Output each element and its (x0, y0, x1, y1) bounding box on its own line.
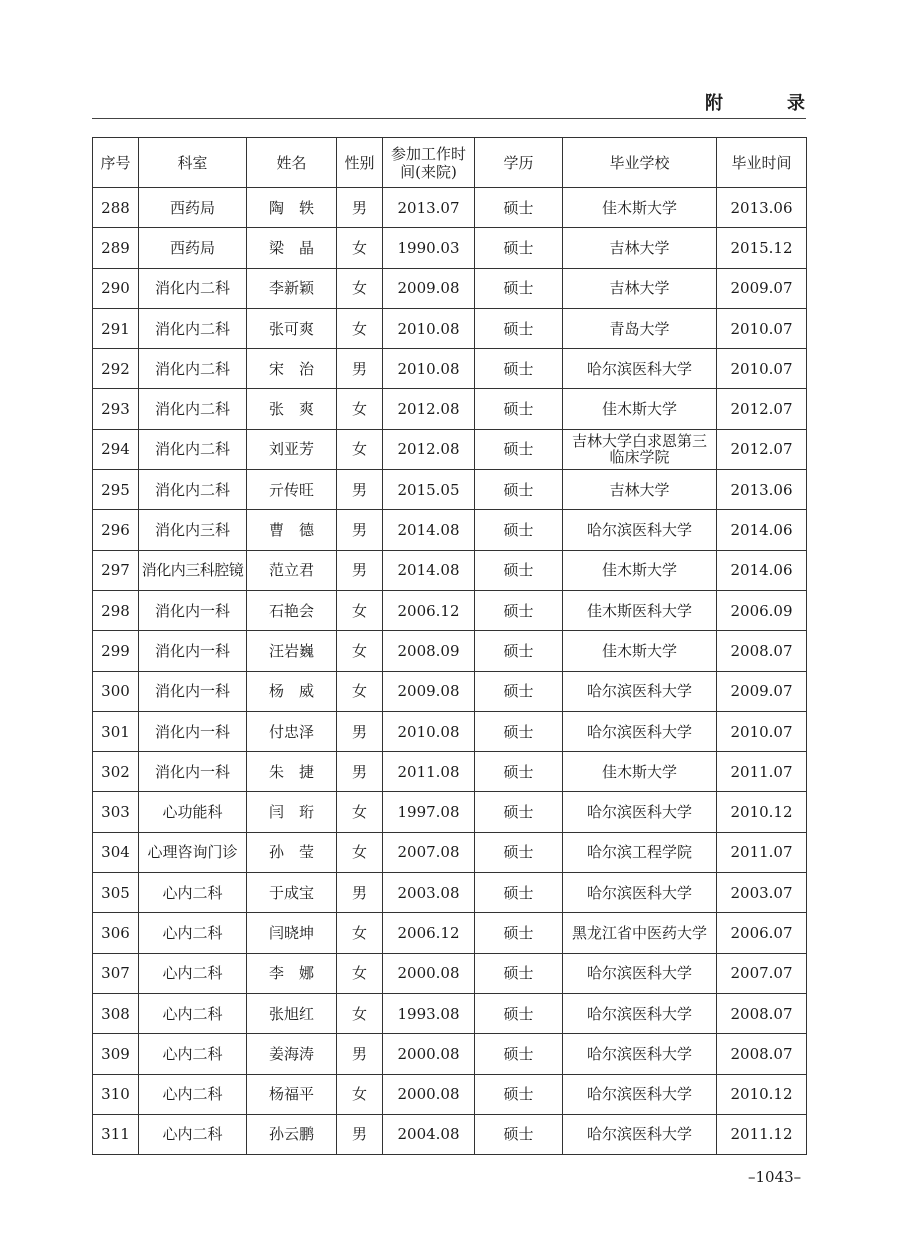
department-cell: 西药局 (139, 228, 247, 268)
start-date-cell: 1990.03 (383, 228, 475, 268)
staff-name-cell: 李新颖 (247, 268, 337, 308)
grad-date-cell: 2010.07 (717, 308, 807, 348)
table-row (93, 671, 807, 711)
school-cell: 哈尔滨医科大学 (563, 1074, 717, 1114)
staff-roster-table (92, 137, 807, 1155)
grad-date-cell: 2009.07 (717, 671, 807, 711)
grad-date-cell: 2012.07 (717, 429, 807, 469)
gender-cell: 女 (337, 792, 383, 832)
col-header-gender: 性别 (337, 138, 383, 188)
row-index-cell: 299 (93, 631, 139, 671)
degree-cell: 硕士 (475, 188, 563, 228)
staff-name-cell: 朱 捷 (247, 752, 337, 792)
staff-name-cell: 刘亚芳 (247, 429, 337, 469)
table-row (93, 550, 807, 590)
degree-cell: 硕士 (475, 1074, 563, 1114)
school-cell: 哈尔滨医科大学 (563, 993, 717, 1033)
degree-cell: 硕士 (475, 993, 563, 1033)
school-cell: 佳木斯大学 (563, 188, 717, 228)
department-cell: 消化内二科 (139, 349, 247, 389)
degree-cell: 硕士 (475, 268, 563, 308)
col-header-start-date: 参加工作时间(来院) (383, 138, 475, 188)
table-row (93, 993, 807, 1033)
grad-date-cell: 2014.06 (717, 510, 807, 550)
school-cell: 哈尔滨医科大学 (563, 1034, 717, 1074)
table-row (93, 711, 807, 751)
school-cell: 哈尔滨医科大学 (563, 510, 717, 550)
staff-name-cell: 陶 轶 (247, 188, 337, 228)
grad-date-cell: 2008.07 (717, 631, 807, 671)
gender-cell: 女 (337, 268, 383, 308)
table-row (93, 429, 807, 469)
row-index-cell: 306 (93, 913, 139, 953)
gender-cell: 男 (337, 711, 383, 751)
gender-cell: 男 (337, 510, 383, 550)
col-header-index: 序号 (93, 138, 139, 188)
start-date-cell: 2015.05 (383, 470, 475, 510)
department-cell: 消化内二科 (139, 470, 247, 510)
staff-name-cell: 张可爽 (247, 308, 337, 348)
running-head-char-1: 附 (705, 93, 723, 114)
row-index-cell: 295 (93, 470, 139, 510)
start-date-cell: 2000.08 (383, 1074, 475, 1114)
staff-name-cell: 张旭红 (247, 993, 337, 1033)
school-cell: 吉林大学白求恩第三临床学院 (563, 429, 717, 469)
table-row (93, 631, 807, 671)
degree-cell: 硕士 (475, 389, 563, 429)
department-cell: 心内二科 (139, 913, 247, 953)
grad-date-cell: 2013.06 (717, 188, 807, 228)
school-cell: 哈尔滨医科大学 (563, 792, 717, 832)
department-cell: 心内二科 (139, 1034, 247, 1074)
school-cell: 黑龙江省中医药大学 (563, 913, 717, 953)
school-cell: 佳木斯大学 (563, 389, 717, 429)
degree-cell: 硕士 (475, 228, 563, 268)
grad-date-cell: 2013.06 (717, 470, 807, 510)
start-date-cell: 2010.08 (383, 308, 475, 348)
degree-cell: 硕士 (475, 590, 563, 630)
department-cell: 心功能科 (139, 792, 247, 832)
gender-cell: 女 (337, 631, 383, 671)
grad-date-cell: 2010.12 (717, 792, 807, 832)
department-cell: 消化内三科 (139, 510, 247, 550)
department-cell: 心内二科 (139, 1114, 247, 1154)
table-row (93, 389, 807, 429)
gender-cell: 男 (337, 1034, 383, 1074)
grad-date-cell: 2008.07 (717, 1034, 807, 1074)
start-date-cell: 2014.08 (383, 550, 475, 590)
start-date-cell: 2013.07 (383, 188, 475, 228)
table-row (93, 873, 807, 913)
row-index-cell: 303 (93, 792, 139, 832)
start-date-cell: 2000.08 (383, 953, 475, 993)
degree-cell: 硕士 (475, 308, 563, 348)
start-date-cell: 2009.08 (383, 671, 475, 711)
degree-cell: 硕士 (475, 913, 563, 953)
degree-cell: 硕士 (475, 631, 563, 671)
start-date-cell: 2010.08 (383, 349, 475, 389)
school-cell: 青岛大学 (563, 308, 717, 348)
department-cell: 消化内一科 (139, 631, 247, 671)
page-number: –1043– (748, 1168, 802, 1186)
running-head-char-2: 录 (787, 93, 805, 114)
col-header-grad-date: 毕业时间 (717, 138, 807, 188)
staff-name-cell: 付忠泽 (247, 711, 337, 751)
gender-cell: 女 (337, 590, 383, 630)
school-cell: 哈尔滨工程学院 (563, 832, 717, 872)
department-cell: 心内二科 (139, 993, 247, 1033)
grad-date-cell: 2006.07 (717, 913, 807, 953)
grad-date-cell: 2012.07 (717, 389, 807, 429)
start-date-cell: 2009.08 (383, 268, 475, 308)
grad-date-cell: 2010.07 (717, 349, 807, 389)
row-index-cell: 304 (93, 832, 139, 872)
degree-cell: 硕士 (475, 550, 563, 590)
start-date-cell: 2012.08 (383, 389, 475, 429)
table-row (93, 792, 807, 832)
row-index-cell: 310 (93, 1074, 139, 1114)
school-cell: 哈尔滨医科大学 (563, 711, 717, 751)
table-row (93, 1074, 807, 1114)
start-date-cell: 2010.08 (383, 711, 475, 751)
staff-name-cell: 曹 德 (247, 510, 337, 550)
start-date-cell: 2011.08 (383, 752, 475, 792)
start-date-cell: 2008.09 (383, 631, 475, 671)
department-cell: 消化内二科 (139, 389, 247, 429)
start-date-cell: 1993.08 (383, 993, 475, 1033)
table-header-row (93, 138, 807, 188)
school-cell: 佳木斯大学 (563, 752, 717, 792)
gender-cell: 女 (337, 913, 383, 953)
degree-cell: 硕士 (475, 1114, 563, 1154)
staff-name-cell: 亓传旺 (247, 470, 337, 510)
row-index-cell: 301 (93, 711, 139, 751)
grad-date-cell: 2006.09 (717, 590, 807, 630)
table-row (93, 510, 807, 550)
department-cell: 消化内一科 (139, 590, 247, 630)
department-cell: 心内二科 (139, 1074, 247, 1114)
department-cell: 消化内一科 (139, 752, 247, 792)
row-index-cell: 302 (93, 752, 139, 792)
table-row (93, 590, 807, 630)
staff-name-cell: 孙云鹏 (247, 1114, 337, 1154)
staff-name-cell: 石艳会 (247, 590, 337, 630)
row-index-cell: 300 (93, 671, 139, 711)
gender-cell: 男 (337, 752, 383, 792)
start-date-cell: 2004.08 (383, 1114, 475, 1154)
row-index-cell: 290 (93, 268, 139, 308)
grad-date-cell: 2011.12 (717, 1114, 807, 1154)
table-row (93, 913, 807, 953)
school-cell: 哈尔滨医科大学 (563, 671, 717, 711)
gender-cell: 女 (337, 671, 383, 711)
degree-cell: 硕士 (475, 752, 563, 792)
staff-name-cell: 梁 晶 (247, 228, 337, 268)
gender-cell: 女 (337, 993, 383, 1033)
col-header-department: 科室 (139, 138, 247, 188)
row-index-cell: 293 (93, 389, 139, 429)
grad-date-cell: 2010.12 (717, 1074, 807, 1114)
grad-date-cell: 2011.07 (717, 752, 807, 792)
start-date-cell: 2006.12 (383, 913, 475, 953)
school-cell: 吉林大学 (563, 470, 717, 510)
department-cell: 消化内二科 (139, 308, 247, 348)
department-cell: 心内二科 (139, 873, 247, 913)
department-cell: 心内二科 (139, 953, 247, 993)
staff-name-cell: 张 爽 (247, 389, 337, 429)
start-date-cell: 2003.08 (383, 873, 475, 913)
table-row (93, 268, 807, 308)
grad-date-cell: 2007.07 (717, 953, 807, 993)
grad-date-cell: 2008.07 (717, 993, 807, 1033)
staff-name-cell: 闫晓坤 (247, 913, 337, 953)
degree-cell: 硕士 (475, 953, 563, 993)
school-cell: 佳木斯大学 (563, 631, 717, 671)
degree-cell: 硕士 (475, 671, 563, 711)
gender-cell: 男 (337, 470, 383, 510)
degree-cell: 硕士 (475, 429, 563, 469)
degree-cell: 硕士 (475, 873, 563, 913)
staff-name-cell: 于成宝 (247, 873, 337, 913)
department-cell: 消化内二科 (139, 268, 247, 308)
school-cell: 哈尔滨医科大学 (563, 953, 717, 993)
row-index-cell: 307 (93, 953, 139, 993)
gender-cell: 女 (337, 953, 383, 993)
department-cell: 消化内三科腔镜 (139, 550, 247, 590)
degree-cell: 硕士 (475, 711, 563, 751)
school-cell: 哈尔滨医科大学 (563, 1114, 717, 1154)
grad-date-cell: 2014.06 (717, 550, 807, 590)
table-row (93, 953, 807, 993)
degree-cell: 硕士 (475, 832, 563, 872)
col-header-degree: 学历 (475, 138, 563, 188)
col-header-name: 姓名 (247, 138, 337, 188)
department-cell: 西药局 (139, 188, 247, 228)
row-index-cell: 305 (93, 873, 139, 913)
school-cell: 佳木斯大学 (563, 550, 717, 590)
start-date-cell: 1997.08 (383, 792, 475, 832)
school-cell: 哈尔滨医科大学 (563, 349, 717, 389)
start-date-cell: 2014.08 (383, 510, 475, 550)
col-header-school: 毕业学校 (563, 138, 717, 188)
staff-name-cell: 杨 威 (247, 671, 337, 711)
start-date-cell: 2012.08 (383, 429, 475, 469)
grad-date-cell: 2010.07 (717, 711, 807, 751)
row-index-cell: 298 (93, 590, 139, 630)
start-date-cell: 2006.12 (383, 590, 475, 630)
school-cell: 吉林大学 (563, 268, 717, 308)
department-cell: 消化内二科 (139, 429, 247, 469)
degree-cell: 硕士 (475, 792, 563, 832)
grad-date-cell: 2015.12 (717, 228, 807, 268)
start-date-cell: 2000.08 (383, 1034, 475, 1074)
staff-name-cell: 宋 治 (247, 349, 337, 389)
department-cell: 消化内一科 (139, 711, 247, 751)
department-cell: 心理咨询门诊 (139, 832, 247, 872)
staff-name-cell: 汪岩巍 (247, 631, 337, 671)
running-head (705, 89, 805, 113)
staff-name-cell: 姜海涛 (247, 1034, 337, 1074)
row-index-cell: 297 (93, 550, 139, 590)
gender-cell: 女 (337, 308, 383, 348)
table-row (93, 752, 807, 792)
gender-cell: 女 (337, 429, 383, 469)
gender-cell: 男 (337, 550, 383, 590)
start-date-cell: 2007.08 (383, 832, 475, 872)
school-cell: 哈尔滨医科大学 (563, 873, 717, 913)
gender-cell: 男 (337, 188, 383, 228)
degree-cell: 硕士 (475, 349, 563, 389)
staff-name-cell: 闫 珩 (247, 792, 337, 832)
gender-cell: 女 (337, 1074, 383, 1114)
gender-cell: 男 (337, 873, 383, 913)
table-body (93, 188, 807, 1155)
row-index-cell: 311 (93, 1114, 139, 1154)
row-index-cell: 291 (93, 308, 139, 348)
table-row (93, 188, 807, 228)
gender-cell: 男 (337, 349, 383, 389)
header-rule (92, 118, 806, 119)
table-row (93, 832, 807, 872)
table-row (93, 349, 807, 389)
degree-cell: 硕士 (475, 470, 563, 510)
staff-name-cell: 范立君 (247, 550, 337, 590)
school-cell: 佳木斯医科大学 (563, 590, 717, 630)
row-index-cell: 292 (93, 349, 139, 389)
table-row (93, 1114, 807, 1154)
table-row (93, 1034, 807, 1074)
row-index-cell: 288 (93, 188, 139, 228)
gender-cell: 女 (337, 228, 383, 268)
table-row (93, 308, 807, 348)
grad-date-cell: 2009.07 (717, 268, 807, 308)
table-row (93, 228, 807, 268)
gender-cell: 女 (337, 389, 383, 429)
degree-cell: 硕士 (475, 1034, 563, 1074)
degree-cell: 硕士 (475, 510, 563, 550)
row-index-cell: 289 (93, 228, 139, 268)
row-index-cell: 309 (93, 1034, 139, 1074)
grad-date-cell: 2011.07 (717, 832, 807, 872)
grad-date-cell: 2003.07 (717, 873, 807, 913)
row-index-cell: 294 (93, 429, 139, 469)
table-row (93, 470, 807, 510)
row-index-cell: 296 (93, 510, 139, 550)
staff-name-cell: 孙 莹 (247, 832, 337, 872)
department-cell: 消化内一科 (139, 671, 247, 711)
staff-name-cell: 李 娜 (247, 953, 337, 993)
gender-cell: 女 (337, 832, 383, 872)
gender-cell: 男 (337, 1114, 383, 1154)
staff-name-cell: 杨福平 (247, 1074, 337, 1114)
school-cell: 吉林大学 (563, 228, 717, 268)
row-index-cell: 308 (93, 993, 139, 1033)
